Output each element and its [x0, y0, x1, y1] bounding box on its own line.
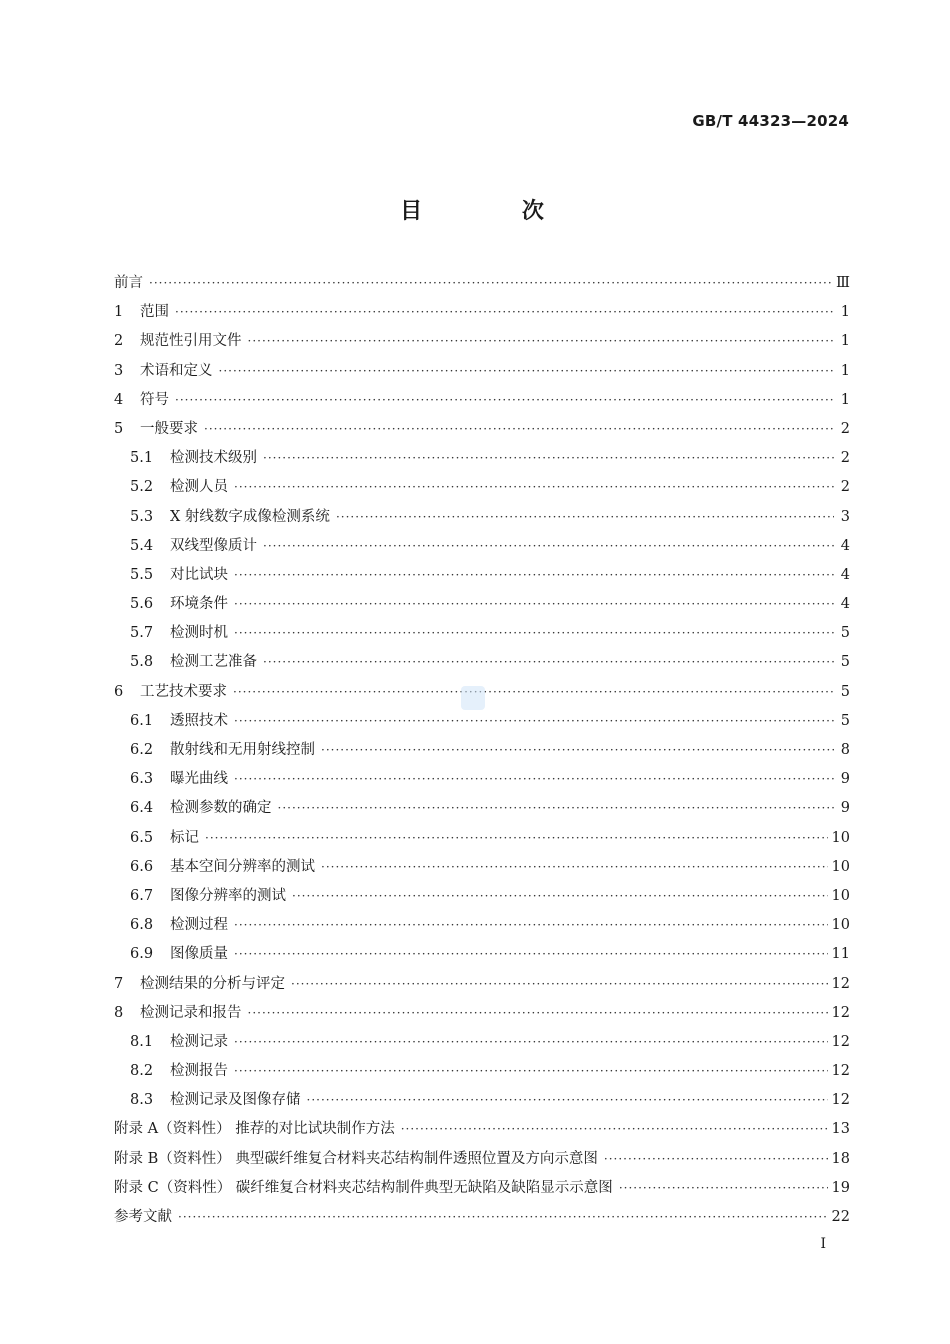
- toc-entry-page: 3: [840, 508, 850, 525]
- toc-entry-label: 术语和定义: [140, 362, 213, 379]
- toc-entry[interactable]: [114, 444, 850, 473]
- toc-entry[interactable]: [114, 648, 850, 677]
- toc-entry-number: 8.2: [130, 1063, 154, 1080]
- toc-entry-label: 一般要求: [140, 420, 198, 437]
- toc-leader-dots: [278, 794, 835, 823]
- toc-entry-page: 9: [840, 771, 850, 788]
- toc-entry-page: 12: [831, 1063, 850, 1080]
- toc-entry[interactable]: [114, 327, 850, 356]
- toc-entry-page: 5: [840, 683, 850, 700]
- toc-leader-dots: [234, 911, 828, 940]
- toc-entry-page: 1: [840, 333, 850, 350]
- toc-entry-label: 附录 A（资料性） 推荐的对比试块制作方法: [114, 1121, 395, 1138]
- toc-entry-label: 检测结果的分析与评定: [140, 975, 285, 992]
- toc-entry[interactable]: [114, 765, 850, 794]
- toc-entry-label: 标记: [170, 829, 199, 846]
- toc-leader-dots: [248, 327, 835, 356]
- toc-entry[interactable]: [114, 503, 850, 532]
- toc-entry-page: 10: [831, 858, 850, 875]
- toc-entry-number: 6.3: [130, 771, 154, 788]
- toc-entry-label: 曝光曲线: [170, 771, 228, 788]
- toc-leader-dots: [263, 444, 834, 473]
- toc-entry[interactable]: [114, 853, 850, 882]
- toc-entry[interactable]: [114, 269, 850, 298]
- toc-entry-page: 5: [840, 625, 850, 642]
- toc-entry[interactable]: [114, 1057, 850, 1086]
- toc-entry-number: 3: [114, 362, 124, 379]
- toc-entry-number: 6.6: [130, 858, 154, 875]
- toc-entry-number: 5.2: [130, 479, 154, 496]
- toc-entry-number: 5.3: [130, 508, 154, 525]
- toc-entry-label: 检测技术级别: [170, 450, 257, 467]
- toc-entry[interactable]: [114, 736, 850, 765]
- toc-entry[interactable]: [114, 1174, 850, 1203]
- toc-leader-dots: [619, 1174, 828, 1203]
- toc-leader-dots: [321, 736, 834, 765]
- toc-entry-page: 4: [840, 566, 850, 583]
- toc-entry-page: 8: [840, 742, 850, 758]
- toc-entry-label: 双线型像质计: [170, 537, 257, 554]
- toc-entry-page: 1: [840, 304, 850, 321]
- toc-entry[interactable]: [114, 386, 850, 415]
- toc-entry[interactable]: [114, 824, 850, 853]
- toc-entry-page: 4: [840, 537, 850, 554]
- toc-entry-number: 8.3: [130, 1092, 154, 1109]
- toc-entry-number: 6.2: [130, 742, 154, 758]
- toc-leader-dots: [205, 824, 828, 853]
- toc-leader-dots: [604, 1145, 828, 1174]
- toc-entry-label: 检测人员: [170, 479, 228, 496]
- toc-entry[interactable]: [114, 473, 850, 502]
- toc-entry-label: 检测参数的确定: [170, 800, 272, 817]
- toc-leader-dots: [234, 590, 834, 619]
- toc-entry-label: 基本空间分辨率的测试: [170, 858, 315, 875]
- toc-entry[interactable]: [114, 357, 850, 386]
- toc-entry-label: X 射线数字成像检测系统: [170, 508, 330, 525]
- toc-entry-page: 9: [840, 800, 850, 817]
- toc-leader-dots: [175, 386, 834, 415]
- toc-entry-page: 1: [840, 362, 850, 379]
- toc-entry-page: 4: [840, 596, 850, 613]
- toc-entry-label: 对比试块: [170, 566, 228, 583]
- toc-entry-number: 5.7: [130, 625, 154, 642]
- toc-entry-label: 规范性引用文件: [140, 333, 242, 350]
- toc-leader-dots: [292, 882, 828, 911]
- toc-entry-number: 6.9: [130, 946, 154, 963]
- toc-entry[interactable]: [114, 298, 850, 327]
- toc-entry[interactable]: [114, 415, 850, 444]
- toc-entry-page: 12: [831, 1092, 850, 1109]
- toc-entry-label: 检测工艺准备: [170, 654, 257, 671]
- toc-leader-dots: [291, 970, 828, 999]
- toc-entry-number: 8.1: [130, 1033, 154, 1050]
- toc-leader-dots: [234, 707, 834, 736]
- toc-entry[interactable]: [114, 619, 850, 648]
- toc-leader-dots: [307, 1086, 828, 1115]
- toc-leader-dots: [248, 999, 828, 1028]
- toc-leader-dots: [233, 678, 834, 707]
- toc-entry-number: 5.1: [130, 450, 154, 467]
- toc-entry-label: 图像质量: [170, 946, 228, 963]
- toc-entry-number: 7: [114, 975, 124, 992]
- toc-entry-page: 18: [831, 1150, 850, 1167]
- toc-entry-number: 1: [114, 304, 124, 321]
- toc-entry-label: 检测记录和报告: [140, 1004, 242, 1021]
- toc-leader-dots: [234, 473, 834, 502]
- toc-entry-page: 12: [831, 1033, 850, 1050]
- toc-entry[interactable]: [114, 561, 850, 590]
- toc-entry-label: 检测时机: [170, 625, 228, 642]
- toc-leader-dots: [321, 853, 828, 882]
- watermark-icon: [461, 686, 485, 710]
- toc-entry[interactable]: [114, 794, 850, 823]
- toc-entry-page: Ⅲ: [836, 275, 850, 291]
- toc-entry[interactable]: [114, 940, 850, 969]
- toc-entry-label: 检测报告: [170, 1063, 228, 1080]
- toc-entry-label: 检测记录: [170, 1033, 228, 1050]
- standard-code: GB/T 44323—2024: [692, 112, 849, 130]
- toc-entry-number: 5.8: [130, 654, 154, 671]
- toc-entry-number: 6.4: [130, 800, 154, 817]
- toc-entry[interactable]: [114, 970, 850, 999]
- toc-entry-number: 6.1: [130, 712, 154, 729]
- toc-leader-dots: [204, 415, 834, 444]
- toc-entry-number: 6.7: [130, 887, 154, 904]
- toc-leader-dots: [401, 1115, 828, 1144]
- toc-entry[interactable]: [114, 707, 850, 736]
- toc-entry[interactable]: [114, 1145, 850, 1174]
- toc-leader-dots: [263, 648, 834, 677]
- toc-entry-page: 10: [831, 829, 850, 846]
- toc-entry[interactable]: [114, 999, 850, 1028]
- table-of-contents: [114, 269, 850, 1232]
- toc-leader-dots: [234, 940, 828, 969]
- toc-entry-label: 附录 C（资料性） 碳纤维复合材料夹芯结构制件典型无缺陷及缺陷显示示意图: [114, 1179, 613, 1196]
- toc-entry-label: 检测过程: [170, 917, 228, 934]
- toc-entry-label: 参考文献: [114, 1209, 172, 1225]
- footer-page-number: Ⅰ: [820, 1236, 826, 1252]
- toc-leader-dots: [234, 619, 834, 648]
- toc-entry-number: 8: [114, 1004, 124, 1021]
- toc-entry-label: 范围: [140, 304, 169, 321]
- toc-leader-dots: [219, 357, 835, 386]
- toc-entry-page: 2: [840, 450, 850, 467]
- toc-entry-page: 2: [840, 420, 850, 437]
- toc-leader-dots: [149, 269, 832, 298]
- toc-entry-page: 2: [840, 479, 850, 496]
- toc-leader-dots: [234, 1028, 828, 1057]
- toc-entry-page: 5: [840, 654, 850, 671]
- toc-entry[interactable]: [114, 911, 850, 940]
- toc-entry-label: 附录 B（资料性） 典型碳纤维复合材料夹芯结构制件透照位置及方向示意图: [114, 1150, 598, 1167]
- toc-entry-number: 4: [114, 391, 124, 408]
- toc-leader-dots: [336, 503, 834, 532]
- toc-entry-number: 5.5: [130, 566, 154, 583]
- toc-entry-label: 检测记录及图像存储: [170, 1092, 301, 1109]
- toc-entry-number: 6: [114, 683, 124, 700]
- toc-entry-number: 5: [114, 420, 124, 437]
- toc-entry-label: 前言: [114, 275, 143, 291]
- toc-entry-page: 12: [831, 975, 850, 992]
- page-title: 目 次: [400, 198, 590, 224]
- toc-entry-page: 22: [831, 1209, 850, 1225]
- toc-entry-number: 6.5: [130, 829, 154, 846]
- toc-entry[interactable]: [114, 1115, 850, 1144]
- toc-entry-page: 5: [840, 712, 850, 729]
- toc-entry-label: 散射线和无用射线控制: [170, 742, 315, 758]
- toc-entry-number: 5.4: [130, 537, 154, 554]
- toc-leader-dots: [263, 532, 834, 561]
- toc-leader-dots: [234, 765, 834, 794]
- toc-entry-page: 10: [831, 917, 850, 934]
- toc-leader-dots: [175, 298, 834, 327]
- toc-entry-label: 透照技术: [170, 712, 228, 729]
- toc-entry-page: 12: [831, 1004, 850, 1021]
- toc-entry-label: 工艺技术要求: [140, 683, 227, 700]
- toc-entry-page: 13: [831, 1121, 850, 1138]
- toc-entry-label: 环境条件: [170, 596, 228, 613]
- toc-entry-page: 19: [831, 1179, 850, 1196]
- toc-entry-number: 6.8: [130, 917, 154, 934]
- toc-entry[interactable]: [114, 1028, 850, 1057]
- toc-entry[interactable]: [114, 590, 850, 619]
- toc-leader-dots: [234, 561, 834, 590]
- toc-entry[interactable]: [114, 1203, 850, 1232]
- toc-entry-page: 10: [831, 887, 850, 904]
- toc-leader-dots: [178, 1203, 828, 1232]
- toc-entry-number: 2: [114, 333, 124, 350]
- toc-entry-page: 11: [831, 946, 850, 963]
- toc-entry-number: 5.6: [130, 596, 154, 613]
- toc-entry[interactable]: [114, 532, 850, 561]
- toc-entry[interactable]: [114, 882, 850, 911]
- toc-entry-label: 符号: [140, 391, 169, 408]
- toc-entry[interactable]: [114, 1086, 850, 1115]
- toc-leader-dots: [234, 1057, 828, 1086]
- toc-entry-page: 1: [840, 391, 850, 408]
- toc-entry-label: 图像分辨率的测试: [170, 887, 286, 904]
